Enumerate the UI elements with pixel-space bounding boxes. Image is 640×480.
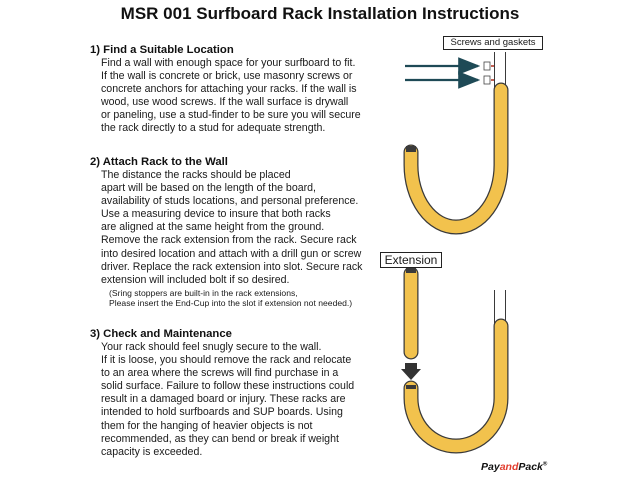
- brand-part: Pack: [518, 461, 543, 473]
- text-line: intended to hold surfboards and SUP boards. Using: [101, 406, 343, 419]
- screw-arrows: [405, 66, 478, 80]
- text-line: recommended, as they can bend or break if weight: [101, 432, 339, 445]
- text-line: Your rack should feel snugly secure to the wall.: [101, 341, 322, 353]
- screws-and-gaskets-label: Screws and gaskets: [443, 36, 543, 50]
- registered-mark: ®: [542, 461, 548, 468]
- text-line: result in a damaged board or injury. These racks are: [101, 393, 346, 406]
- down-arrow-icon: [401, 363, 421, 380]
- text-line: extension will included bolt if so desired.: [101, 273, 290, 286]
- section-heading: 1) Find a Suitable Location: [90, 44, 234, 56]
- text-line: or paneling, use a stud-finder to be sure you will secure: [101, 109, 361, 122]
- brand-logo: [481, 461, 547, 473]
- text-line: the rack directly to a stud for adequate strength.: [101, 122, 326, 135]
- text-line: concrete anchors for attaching your racks. If the wall is: [101, 83, 357, 96]
- extension-piece-illustration: [406, 268, 416, 352]
- text-line: solid surface. Failure to follow these instructions could: [101, 380, 355, 393]
- brand-part-accent: and: [499, 461, 519, 473]
- text-line: Use a measuring device to insure that both racks: [101, 208, 331, 221]
- text-line: wood, use wood screws. If the wall surface is drywall: [101, 96, 349, 109]
- text-line: If it is loose, you should remove the rack and relocate: [101, 354, 352, 367]
- rack-base-illustration: [406, 290, 501, 446]
- section-heading: 3) Check and Maintenance: [90, 328, 232, 340]
- text-line: are aligned at the same height from the ground.: [101, 221, 325, 234]
- text-line: to an area where the screws will find purchase in a: [101, 367, 339, 380]
- extension-label: Extension: [380, 252, 442, 268]
- brand-part: Pay: [481, 461, 500, 473]
- page-title: MSR 001 Surfboard Rack Installation Instructions: [120, 4, 520, 23]
- screw-icon: [484, 62, 490, 70]
- text-line: driver. Replace the rack extension into slot. Secure rack: [101, 260, 363, 273]
- text-line: Remove the rack extension from the rack. Secure rack: [101, 234, 357, 247]
- section-heading: 2) Attach Rack to the Wall: [90, 156, 228, 168]
- screw-icon: [484, 76, 490, 84]
- text-line: Find a wall with enough space for your surfboard to fit.: [101, 57, 356, 69]
- text-line: The distance the racks should be placed: [101, 169, 291, 181]
- rack-body: [411, 90, 501, 227]
- text-line: availability of studs locations, and personal preference.: [101, 195, 359, 208]
- text-line: them for the hanging of heavier objects is not: [101, 419, 313, 432]
- text-line: into desired location and attach with a drill gun or screw: [101, 247, 362, 260]
- text-line: If the wall is concrete or brick, use masonry screws or: [101, 70, 353, 83]
- text-line: apart will be based on the length of the board,: [101, 182, 316, 195]
- note-line: (Sring stoppers are built-in in the rack extensions,: [109, 287, 298, 298]
- note-line: Please insert the End-Cup into the slot if extension not needed.): [109, 298, 353, 309]
- text-line: capacity is exceeded.: [101, 445, 203, 458]
